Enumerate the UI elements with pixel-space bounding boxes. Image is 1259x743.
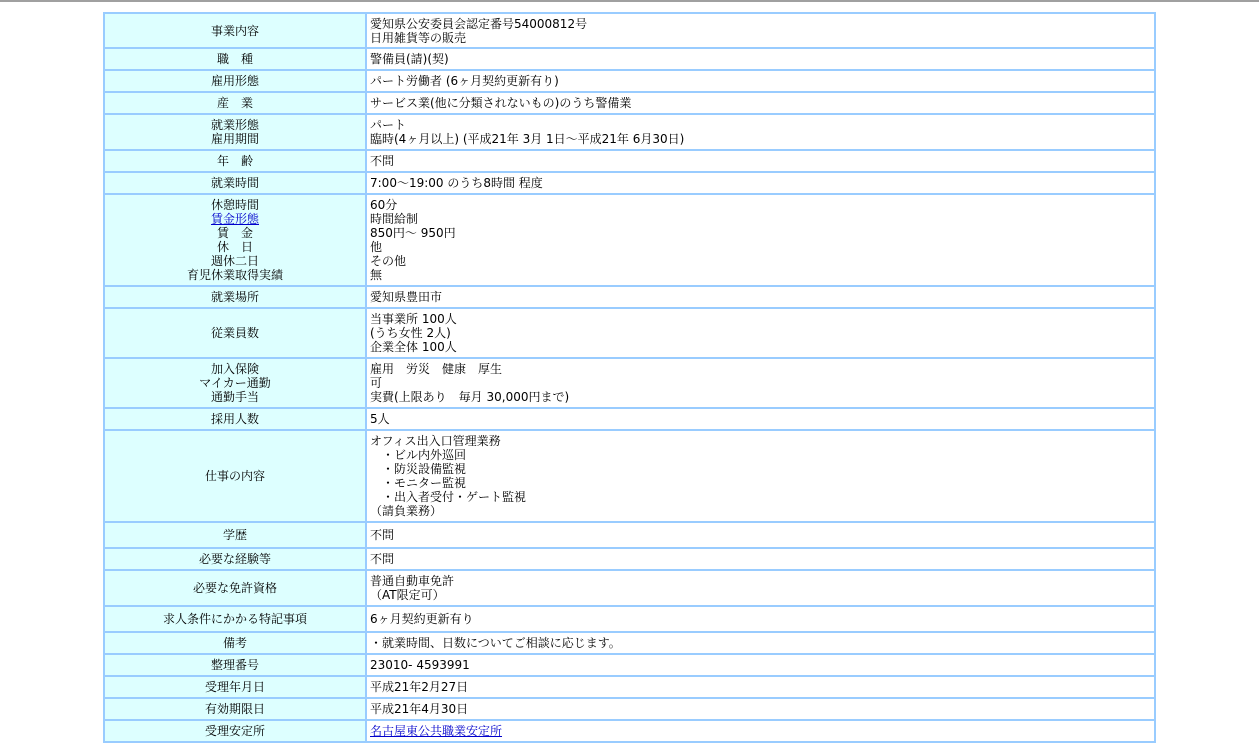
table-row bbox=[104, 720, 1155, 742]
field-label: 育児休業取得実績 bbox=[186, 268, 283, 282]
field-label: 加入保険 bbox=[210, 362, 259, 376]
field-value-cell bbox=[366, 48, 1155, 70]
field-label: 従業員数 bbox=[210, 326, 259, 340]
field-value-cell bbox=[366, 570, 1155, 606]
table-row bbox=[104, 114, 1155, 150]
field-label: 受理年月日 bbox=[204, 680, 265, 694]
field-label: 通勤手当 bbox=[210, 390, 259, 404]
field-label: 週休二日 bbox=[210, 254, 259, 268]
table-row bbox=[104, 430, 1155, 522]
field-label: 学歴 bbox=[222, 528, 247, 542]
field-value: （請負業務） bbox=[370, 504, 443, 518]
table-row bbox=[104, 606, 1155, 632]
field-label-cell bbox=[104, 172, 366, 194]
field-value: ・ビル内外巡回 bbox=[370, 448, 467, 462]
table-row bbox=[104, 172, 1155, 194]
table-row bbox=[104, 308, 1155, 358]
field-label-cell bbox=[104, 570, 366, 606]
field-label-cell bbox=[104, 548, 366, 570]
table-row bbox=[104, 92, 1155, 114]
field-label-cell bbox=[104, 676, 366, 698]
field-label-cell bbox=[104, 48, 366, 70]
field-value-cell bbox=[366, 92, 1155, 114]
window-top-border bbox=[0, 0, 1259, 2]
field-value: 可 bbox=[370, 376, 383, 390]
field-value-cell bbox=[366, 286, 1155, 308]
field-value: 不問 bbox=[370, 552, 395, 566]
table-row bbox=[104, 548, 1155, 570]
field-value-cell bbox=[366, 430, 1155, 522]
field-value-cell bbox=[366, 114, 1155, 150]
field-label: 受理安定所 bbox=[204, 724, 265, 738]
field-value-cell bbox=[366, 676, 1155, 698]
field-value-cell bbox=[366, 720, 1155, 742]
field-value-cell bbox=[366, 632, 1155, 654]
table-row bbox=[104, 654, 1155, 676]
field-label: 就業場所 bbox=[210, 290, 259, 304]
field-label: 産 業 bbox=[216, 96, 253, 110]
table-row bbox=[104, 570, 1155, 606]
field-value-cell bbox=[366, 70, 1155, 92]
field-value: ・防災設備監視 bbox=[370, 462, 467, 476]
field-value: 6ヶ月契約更新有り bbox=[370, 612, 474, 626]
field-value: (うち女性 2人) bbox=[370, 326, 451, 340]
field-label-cell bbox=[104, 150, 366, 172]
field-value: 愛知県豊田市 bbox=[370, 290, 443, 304]
field-label: 備考 bbox=[222, 636, 247, 650]
wage-type-link[interactable]: 賃金形態 bbox=[210, 212, 259, 226]
table-row bbox=[104, 632, 1155, 654]
field-label-cell bbox=[104, 522, 366, 548]
field-label: 採用人数 bbox=[210, 412, 259, 426]
field-label-cell bbox=[104, 70, 366, 92]
table-row bbox=[104, 408, 1155, 430]
field-label: 雇用形態 bbox=[210, 74, 259, 88]
field-value: その他 bbox=[370, 254, 407, 268]
field-value: サービス業(他に分類されないもの)のうち警備業 bbox=[370, 96, 632, 110]
employment-office-link[interactable]: 名古屋東公共職業安定所 bbox=[370, 724, 503, 738]
field-label: 必要な免許資格 bbox=[192, 581, 277, 595]
field-label: 休憩時間 bbox=[210, 198, 259, 212]
field-label: 就業時間 bbox=[210, 176, 259, 190]
field-label: 職 種 bbox=[216, 52, 253, 66]
field-value: 不問 bbox=[370, 528, 395, 542]
field-value-cell bbox=[366, 654, 1155, 676]
field-value: 平成21年4月30日 bbox=[370, 702, 469, 716]
field-label-cell bbox=[104, 194, 366, 286]
field-label: 年 齢 bbox=[216, 154, 253, 168]
field-value: 850円〜 950円 bbox=[370, 226, 456, 240]
table-row bbox=[104, 194, 1155, 286]
field-value-cell bbox=[366, 522, 1155, 548]
field-value-cell bbox=[366, 172, 1155, 194]
table-row bbox=[104, 13, 1155, 48]
field-value: 時間給制 bbox=[370, 212, 419, 226]
field-value: ・モニター監視 bbox=[370, 476, 467, 490]
field-label-cell bbox=[104, 92, 366, 114]
field-label: 有効期限日 bbox=[204, 702, 265, 716]
field-label-cell bbox=[104, 654, 366, 676]
field-label: 仕事の内容 bbox=[204, 469, 265, 483]
field-label: 求人条件にかかる特記事項 bbox=[162, 612, 307, 626]
job-detail-container bbox=[103, 12, 1156, 743]
field-value: （AT限定可） bbox=[370, 588, 445, 602]
table-row bbox=[104, 286, 1155, 308]
field-value-cell bbox=[366, 548, 1155, 570]
field-value: 日用雑貨等の販売 bbox=[370, 30, 467, 45]
field-value: 普通自動車免許 bbox=[370, 574, 455, 588]
field-value: 愛知県公安委員会認定番号54000812号 bbox=[370, 16, 588, 31]
field-value: 60分 bbox=[370, 198, 398, 212]
field-value-cell bbox=[366, 150, 1155, 172]
field-value: 警備員(請)(契) bbox=[370, 52, 449, 66]
table-row bbox=[104, 48, 1155, 70]
field-value-cell bbox=[366, 698, 1155, 720]
field-value-cell bbox=[366, 408, 1155, 430]
table-row bbox=[104, 676, 1155, 698]
field-value: パート労働者 (6ヶ月契約更新有り) bbox=[370, 74, 559, 88]
field-value: オフィス出入口管理業務 bbox=[370, 434, 501, 448]
field-value: パート bbox=[370, 118, 407, 132]
field-label: マイカー通勤 bbox=[199, 376, 271, 390]
field-label: 賃 金 bbox=[216, 226, 253, 240]
field-label: 休 日 bbox=[216, 240, 253, 254]
field-label-cell bbox=[104, 114, 366, 150]
field-label-cell bbox=[104, 430, 366, 522]
field-label-cell bbox=[104, 308, 366, 358]
table-row bbox=[104, 522, 1155, 548]
field-value: 23010- 4593991 bbox=[370, 658, 470, 672]
field-label: 事業内容 bbox=[210, 23, 259, 38]
field-value: 雇用 労災 健康 厚生 bbox=[370, 362, 503, 376]
job-detail-table-body bbox=[104, 13, 1155, 742]
field-value-cell bbox=[366, 13, 1155, 48]
field-label-cell bbox=[104, 632, 366, 654]
field-value: 実費(上限あり 毎月 30,000円まで) bbox=[370, 390, 570, 404]
field-value: 企業全体 100人 bbox=[370, 340, 457, 354]
field-label-cell bbox=[104, 720, 366, 742]
field-value: ・出入者受付・ゲート監視 bbox=[370, 490, 527, 504]
field-value: 平成21年2月27日 bbox=[370, 680, 469, 694]
field-label: 就業形態 bbox=[210, 118, 259, 132]
field-value: 当事業所 100人 bbox=[370, 312, 457, 326]
field-value-cell bbox=[366, 194, 1155, 286]
field-label-cell bbox=[104, 698, 366, 720]
field-value-cell bbox=[366, 358, 1155, 408]
table-row bbox=[104, 698, 1155, 720]
field-label-cell bbox=[104, 13, 366, 48]
field-label-cell bbox=[104, 286, 366, 308]
table-row bbox=[104, 70, 1155, 92]
field-value-cell bbox=[366, 606, 1155, 632]
field-label: 整理番号 bbox=[210, 658, 259, 672]
table-row bbox=[104, 358, 1155, 408]
field-value: 7:00〜19:00 のうち8時間 程度 bbox=[370, 176, 543, 190]
field-label-cell bbox=[104, 358, 366, 408]
field-value: 臨時(4ヶ月以上) (平成21年 3月 1日〜平成21年 6月30日) bbox=[370, 132, 685, 146]
field-value: 他 bbox=[370, 240, 383, 254]
field-value: 無 bbox=[370, 268, 383, 282]
field-value-cell bbox=[366, 308, 1155, 358]
table-row bbox=[104, 150, 1155, 172]
field-value: ・就業時間、日数についてご相談に応じます。 bbox=[370, 636, 621, 650]
field-value: 5人 bbox=[370, 412, 390, 426]
job-detail-table bbox=[103, 12, 1156, 743]
field-label: 雇用期間 bbox=[210, 132, 259, 146]
field-label-cell bbox=[104, 606, 366, 632]
field-value: 不問 bbox=[370, 154, 395, 168]
field-label: 必要な経験等 bbox=[198, 552, 271, 566]
field-label-cell bbox=[104, 408, 366, 430]
